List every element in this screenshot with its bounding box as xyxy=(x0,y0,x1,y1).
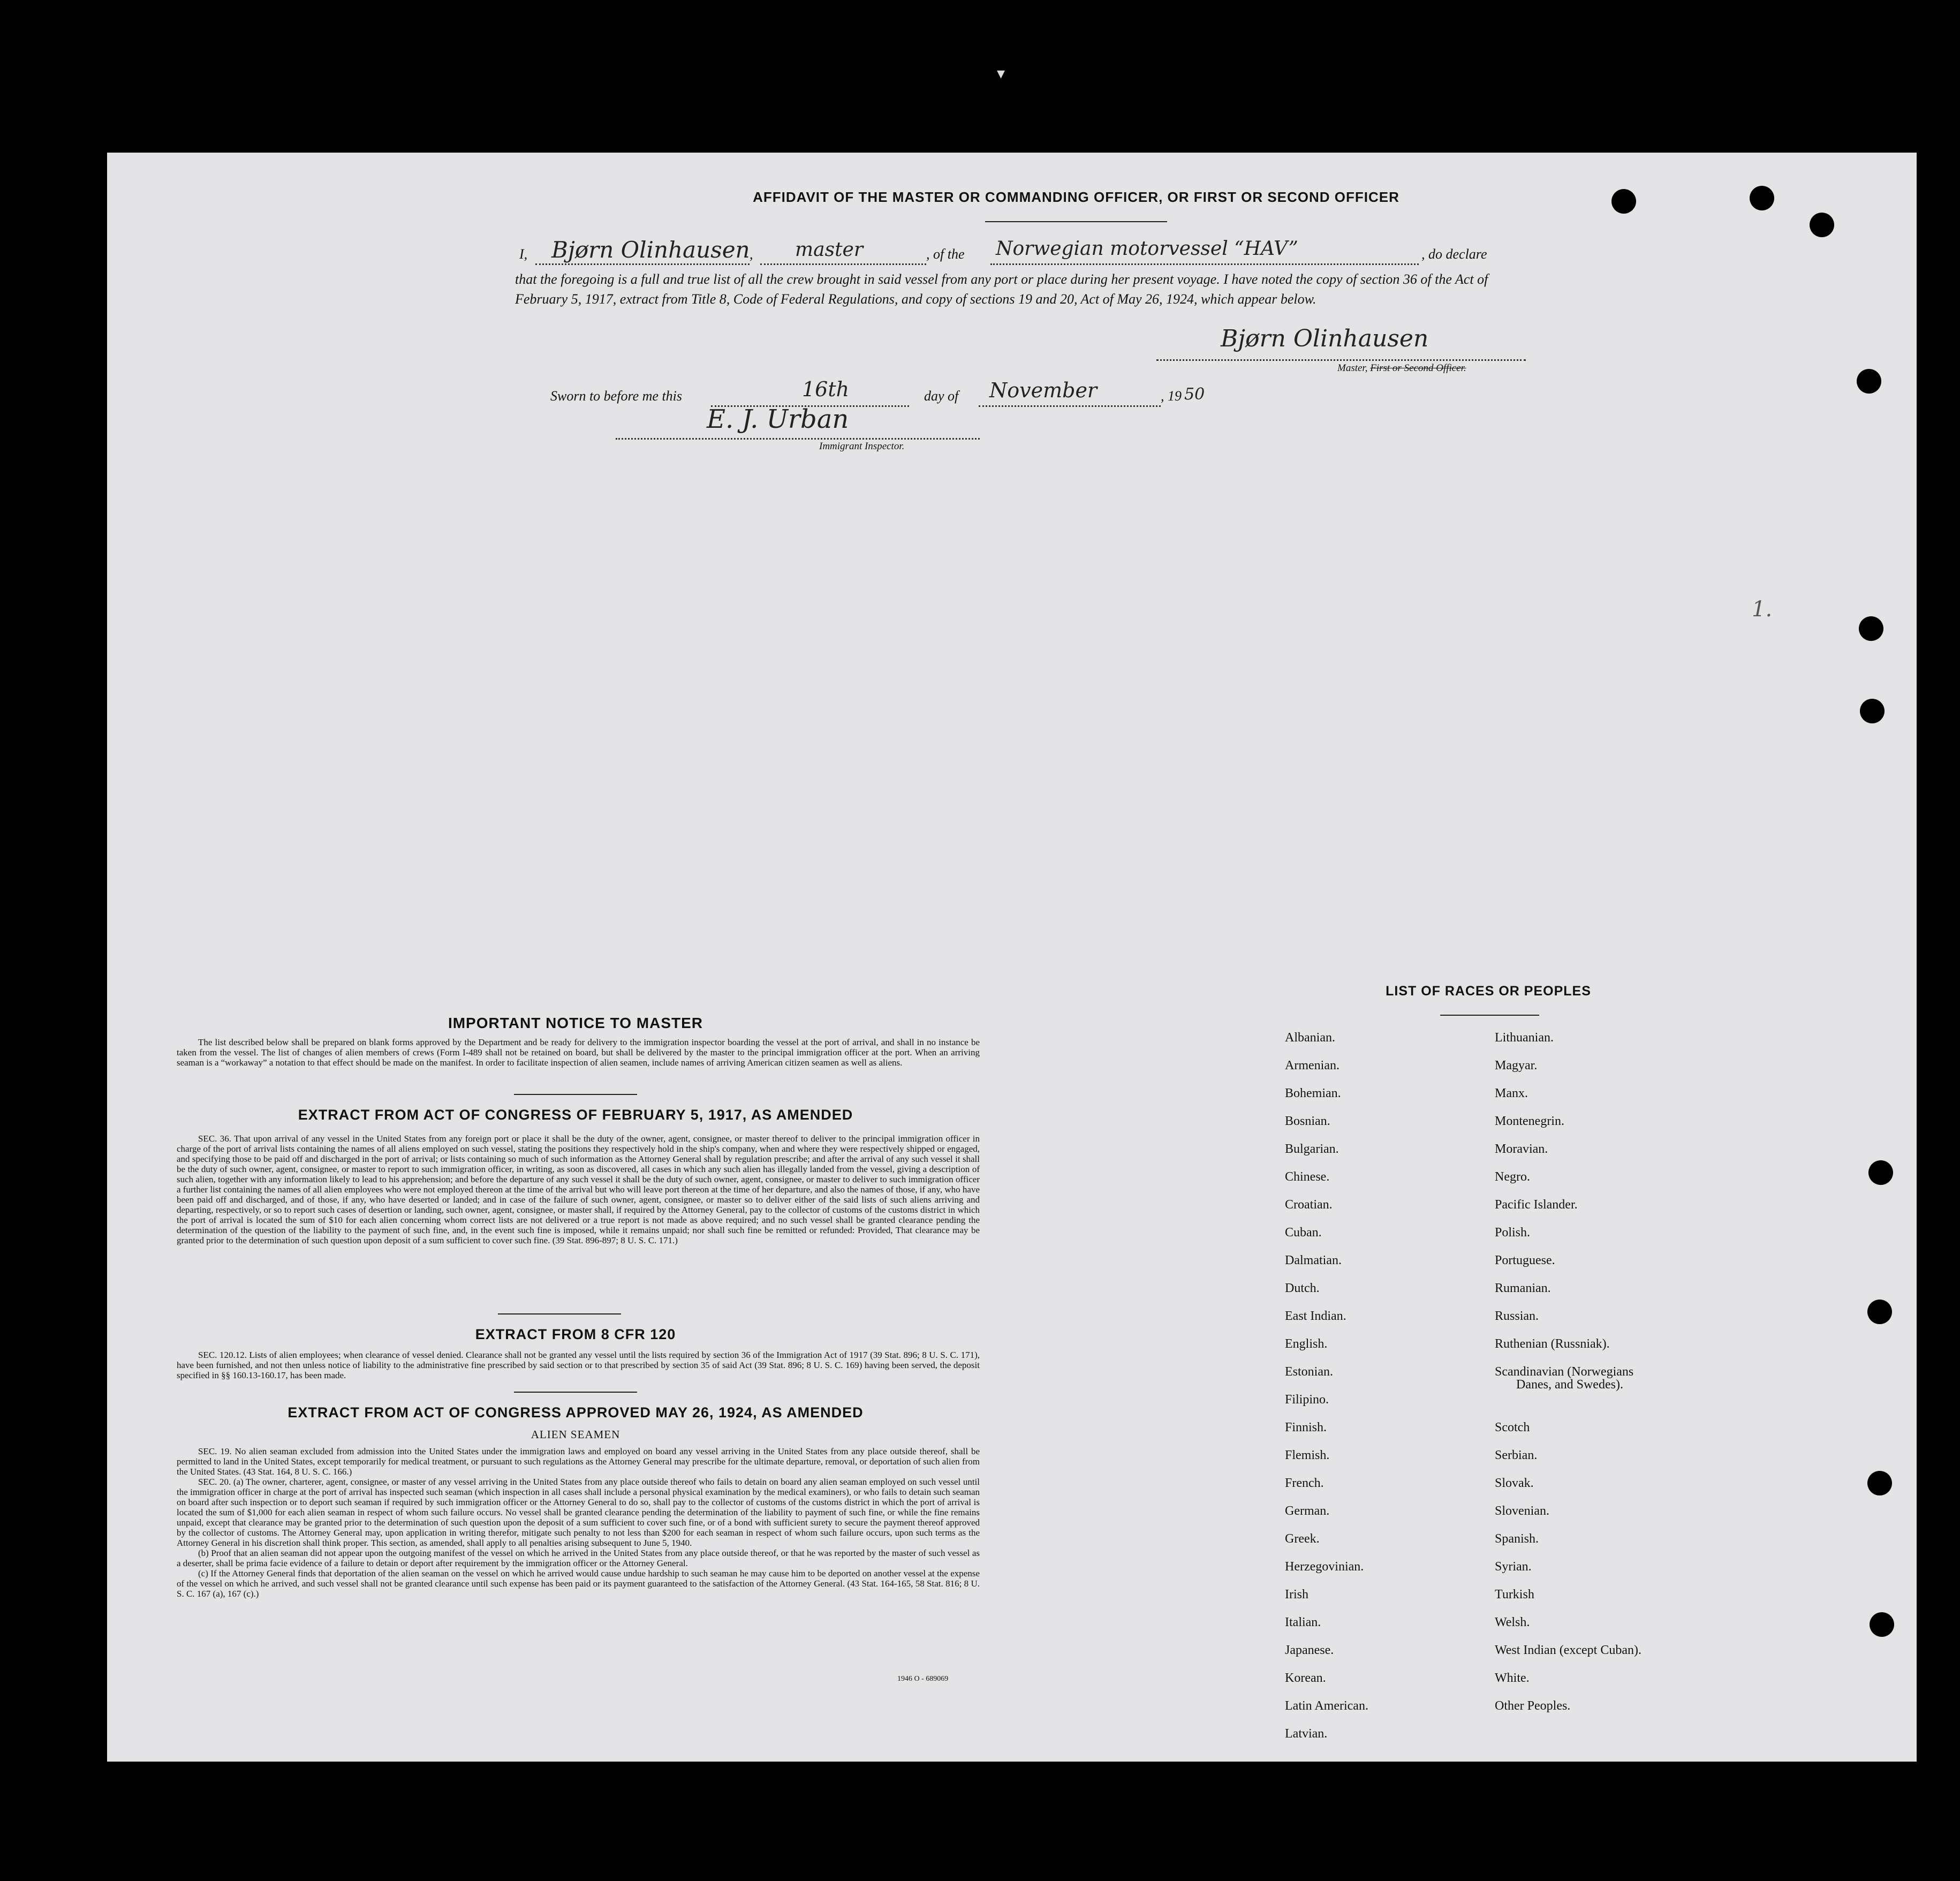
race-item: Slovak. xyxy=(1495,1476,1534,1490)
race-item: Montenegrin. xyxy=(1495,1114,1564,1128)
extract-1924-subheading: ALIEN SEAMEN xyxy=(531,1428,620,1441)
comma: , xyxy=(750,246,753,262)
signature-caption-master: Master, xyxy=(1337,362,1368,374)
race-item: White. xyxy=(1495,1671,1530,1685)
race-item: Welsh. xyxy=(1495,1615,1530,1629)
sec20a-text: SEC. 20. (a) The owner, charterer, agent, consignee, or master of any vessel arriving in the United States from any place outside thereof who fails to detain on board any alien seaman employed on such vessel until the immigration officer in charge at the port of arrival has inspected such seaman (which inspection in all cases shall include a personal physical examination by the medical examiners), or who fails to detain such seaman on board after such inspection or to deport such seaman if required by such immigration officer or the Attorney General to do so, shall pay to the collector of customs of the customs district in which the port of arrival is located the sum of $1,000 for each alien seaman in respect of whom such failure occurs. No vessel shall be granted clearance pending the determination of the liability to payment of such fine, or while the fine remains unpaid, except that clearance may be granted prior to the determination of such question upon the deposit of a sum sufficient to cover such fine, or of a bond with sufficient surety to secure the payment thereof approved by the collector of customs. The Attorney General may, upon application in writing therefor, mitigate such penalty to not less than $200 for each seaman in respect of whom such failure occurs, upon such terms as the Attorney General in his discretion shall think proper. This section, as amended, shall apply to all penalties arising subsequent to June 5, 1940. xyxy=(177,1477,980,1548)
label-i: I, xyxy=(519,246,528,262)
extract-cfr-heading: EXTRACT FROM 8 CFR 120 xyxy=(475,1326,676,1342)
race-item: Bulgarian. xyxy=(1285,1142,1339,1156)
race-item: French. xyxy=(1285,1476,1324,1490)
affidavit-heading: AFFIDAVIT OF THE MASTER OR COMMANDING OFFICER, OR FIRST OR SECOND OFFICER xyxy=(753,189,1399,205)
race-item: Japanese. xyxy=(1285,1643,1334,1657)
sec20b-text: (b) Proof that an alien seaman did not appear upon the outgoing manifest of the vessel on which he arrived in the United States from any place outside thereof, or that he was reported by the master of such vessel as a deserter, shall be prima facie evidence of a failure to detain or deport after requirement by the immigration officer or the Attorney General. xyxy=(177,1548,980,1568)
race-item: Russian. xyxy=(1495,1309,1539,1323)
divider xyxy=(985,221,1167,222)
divider xyxy=(514,1392,637,1393)
race-item: Latin American. xyxy=(1285,1699,1368,1713)
race-item: Ruthenian (Russniak). xyxy=(1495,1337,1610,1351)
race-item: English. xyxy=(1285,1337,1328,1351)
race-item: East Indian. xyxy=(1285,1309,1346,1323)
race-item: Magyar. xyxy=(1495,1059,1538,1072)
race-item: Manx. xyxy=(1495,1086,1528,1100)
master-name: Bjørn Olinhausen xyxy=(551,237,750,263)
form-page xyxy=(107,153,1917,1762)
race-item: Bosnian. xyxy=(1285,1114,1330,1128)
punch-hole xyxy=(1868,1160,1893,1185)
race-item: Portuguese. xyxy=(1495,1253,1555,1267)
extract-cfr-text: SEC. 120.12. Lists of alien employees; when clearance of vessel denied. Clearance shall not be granted any vessel until the lists required by section 36 of the Immigration Act of 1917 (39 Stat. 896; 8 U. S. C. 171), have been furnished, and not then unless notice of liability to the administrative fine prescribed by said section or to that prescribed by section 35 of said Act (39 Stat. 896; 8 U. S. C. 169) having been served, the deposit specified in §§ 160.13-160.17, has been made. xyxy=(177,1350,980,1380)
race-item: Flemish. xyxy=(1285,1448,1330,1462)
race-item: Turkish xyxy=(1495,1588,1534,1602)
race-item: Slovenian. xyxy=(1495,1504,1549,1518)
race-item: Finnish. xyxy=(1285,1421,1327,1434)
printer-imprint: 1946 O - 689069 xyxy=(897,1675,949,1683)
punch-hole xyxy=(1859,616,1883,641)
race-item: Estonian. xyxy=(1285,1365,1333,1379)
race-item: Italian. xyxy=(1285,1615,1321,1629)
sec20c-text: (c) If the Attorney General finds that deportation of the alien seaman on the vessel on which he arrived would cause undue hardship to such seaman he may cause him to be deported on another vessel at the expense of the vessel on which he arrived, and such vessel shall not be granted clearance until such expense has been paid or its payment guaranteed to the satisfaction of the Attorney General. (43 Stat. 164-165, 58 Stat. 816; 8 U. S. C. 167 (a), 167 (c).) xyxy=(177,1568,980,1599)
race-item: Cuban. xyxy=(1285,1226,1322,1240)
rank: master xyxy=(795,239,864,261)
side-mark: 1. xyxy=(1752,597,1773,622)
race-item: Scandinavian (Norwegians xyxy=(1495,1365,1634,1379)
race-item: Korean. xyxy=(1285,1671,1326,1685)
sworn-label: Sworn to before me this xyxy=(550,388,683,404)
sworn-line xyxy=(550,377,1407,410)
signature-caption-struck: First or Second Officer. xyxy=(1370,362,1466,374)
of-the: , of the xyxy=(926,246,965,262)
race-item: Filipino. xyxy=(1285,1393,1329,1407)
sworn-month: November xyxy=(989,379,1098,402)
races-left-column xyxy=(1285,1031,1462,1754)
race-item: Latvian. xyxy=(1285,1727,1328,1741)
day-of-label: day of xyxy=(924,388,959,404)
race-item: Serbian. xyxy=(1495,1448,1538,1462)
race-item: Danes, and Swedes). xyxy=(1516,1378,1623,1392)
race-item: West Indian (except Cuban). xyxy=(1495,1643,1641,1657)
race-item: German. xyxy=(1285,1504,1330,1518)
race-item: Greek. xyxy=(1285,1532,1320,1546)
punch-hole xyxy=(1867,1471,1892,1495)
affidavit-line1 xyxy=(519,236,1644,268)
race-item: Armenian. xyxy=(1285,1059,1340,1072)
notice-text: The list described below shall be prepared on blank forms approved by the Department and be ready for delivery to the immigration inspector boarding the vessel at the port of arrival, and shall in no instance be taken from the vessel. The list of changes of alien members of crews (Form I-489 shall not be retained on board, but shall be delivered by the master to the principal immigration officer at the port. When an arriving seaman is a “workaway” a notation to that effect should be made on the manifest. In order to facilitate inspection of alien seamen, include names of arriving American citizen seamen as well as aliens. xyxy=(177,1037,980,1068)
sworn-year: 50 xyxy=(1184,385,1205,404)
race-item: Negro. xyxy=(1495,1170,1530,1184)
race-item: Dalmatian. xyxy=(1285,1253,1342,1267)
punch-hole xyxy=(1750,186,1774,210)
race-item: Scotch xyxy=(1495,1421,1530,1434)
punch-hole xyxy=(1857,369,1881,394)
race-item: Albanian. xyxy=(1285,1031,1335,1045)
extract-1917-heading: EXTRACT FROM ACT OF CONGRESS OF FEBRUARY 5, 1917, AS AMENDED xyxy=(298,1107,853,1123)
race-item: Herzegovinian. xyxy=(1285,1560,1364,1574)
race-item: Pacific Islander. xyxy=(1495,1198,1578,1212)
race-item: Rumanian. xyxy=(1495,1281,1551,1295)
sworn-day: 16th xyxy=(802,377,850,401)
inspector-signature: E. J. Urban xyxy=(707,404,849,434)
races-heading: LIST OF RACES OR PEOPLES xyxy=(1386,984,1591,999)
top-mark: ▾ xyxy=(997,65,1005,82)
race-item: Syrian. xyxy=(1495,1560,1532,1574)
race-item: Irish xyxy=(1285,1588,1308,1602)
race-item: Polish. xyxy=(1495,1226,1531,1240)
inspector-caption: Immigrant Inspector. xyxy=(819,441,905,452)
signature-caption xyxy=(1337,362,1466,374)
races-right-column xyxy=(1495,1031,1762,1727)
punch-hole xyxy=(1611,189,1636,214)
year-prefix: , 19 xyxy=(1161,388,1182,404)
race-item: Dutch. xyxy=(1285,1281,1320,1295)
divider xyxy=(498,1313,621,1315)
divider xyxy=(514,1094,637,1095)
divider xyxy=(1440,1015,1539,1016)
race-item: Chinese. xyxy=(1285,1170,1330,1184)
punch-hole xyxy=(1870,1612,1894,1637)
vessel-name: Norwegian motorvessel “HAV” xyxy=(996,238,1298,260)
race-item: Lithuanian. xyxy=(1495,1031,1554,1045)
punch-hole xyxy=(1810,213,1834,237)
race-item: Spanish. xyxy=(1495,1532,1539,1546)
notice-heading: IMPORTANT NOTICE TO MASTER xyxy=(448,1015,703,1031)
race-item: Moravian. xyxy=(1495,1142,1548,1156)
affidavit-body: that the foregoing is a full and true list of all the crew brought in said vessel from any port or place during her present voyage. I have noted the copy of section 36 of the Act of February 5, 1917, extract from Title 8, Code of Federal Regulations, and copy of sections 19 and 20, Act of May 26, 1924, which appear below. xyxy=(515,271,1488,307)
punch-hole xyxy=(1860,699,1885,723)
sec19-text: SEC. 19. No alien seaman excluded from admission into the United States under the immigration laws and employed on board any vessel arriving in the United States from any place outside thereof, shall be permitted to land in the United States, except temporarily for medical treatment, or pursuant to such regulations as the Attorney General may prescribe for the ultimate departure, removal, or deportation of such alien from the United States. (43 Stat. 164, 8 U. S. C. 166.) xyxy=(177,1446,980,1477)
master-signature: Bjørn Olinhausen xyxy=(1221,325,1429,352)
race-item: Bohemian. xyxy=(1285,1086,1341,1100)
extract-1924-heading: EXTRACT FROM ACT OF CONGRESS APPROVED MAY 26, 1924, AS AMENDED xyxy=(287,1404,864,1421)
extract-1924-text xyxy=(177,1446,980,1599)
extract-1917-text: SEC. 36. That upon arrival of any vessel in the United States from any foreign port or place it shall be the duty of the owner, agent, consignee, or master thereof to deliver to the principal immigration officer in charge of the port of arrival lists containing the names of all aliens employed on such vessel, stating the positions they respectively hold in the ship's company, when and where they were respectively shipped or engaged, and specifying those to be paid off and discharged in the port of arrival; or lists containing so much of such information as the Attorney General shall by regulation prescribe; and after the arrival of any such vessel it shall be the duty of such owner, agent, consignee, or master to report to such immigration officer, in writing, as soon as discovered, all cases in which any such alien has illegally landed from the vessel, giving a description of such alien, together with any information likely to lead to his apprehension; and before the departure of any such vessel it shall be the duty of such owner, agent, consignee, or master to deliver to such immigration officer a further list containing the names of all alien employees who were not employed thereon at the time of the arrival but who will leave port thereon at the time of her departure, and also the names of those, if any, who have been paid off and discharged, and of those, if any, who have deserted or landed; and in case of the failure of such owner, agent, consignee, or master so to deliver either of the said lists of such aliens arriving and departing, respectively, or so to report such cases of desertion or landing, such owner, agent, consignee, or master shall, if required by the Attorney General, pay to the collector of customs of the customs district in which the port of arrival is located the sum of $10 for each alien concerning whom correct lists are not delivered or a true report is not made as above required; and no such vessel shall be granted clearance pending the determination of the question of the liability to the payment of such fine, and, in the event such fine is imposed, while it remains unpaid; nor shall such fine be remitted or refunded: Provided, That clearance may be granted prior to the determination of such question upon deposit of a sum sufficient to cover such fine. (39 Stat. 896-897; 8 U. S. C. 171.) xyxy=(177,1134,980,1245)
do-declare: , do declare xyxy=(1421,246,1487,262)
race-item: Other Peoples. xyxy=(1495,1699,1571,1713)
punch-hole xyxy=(1867,1300,1892,1324)
race-item: Croatian. xyxy=(1285,1198,1333,1212)
